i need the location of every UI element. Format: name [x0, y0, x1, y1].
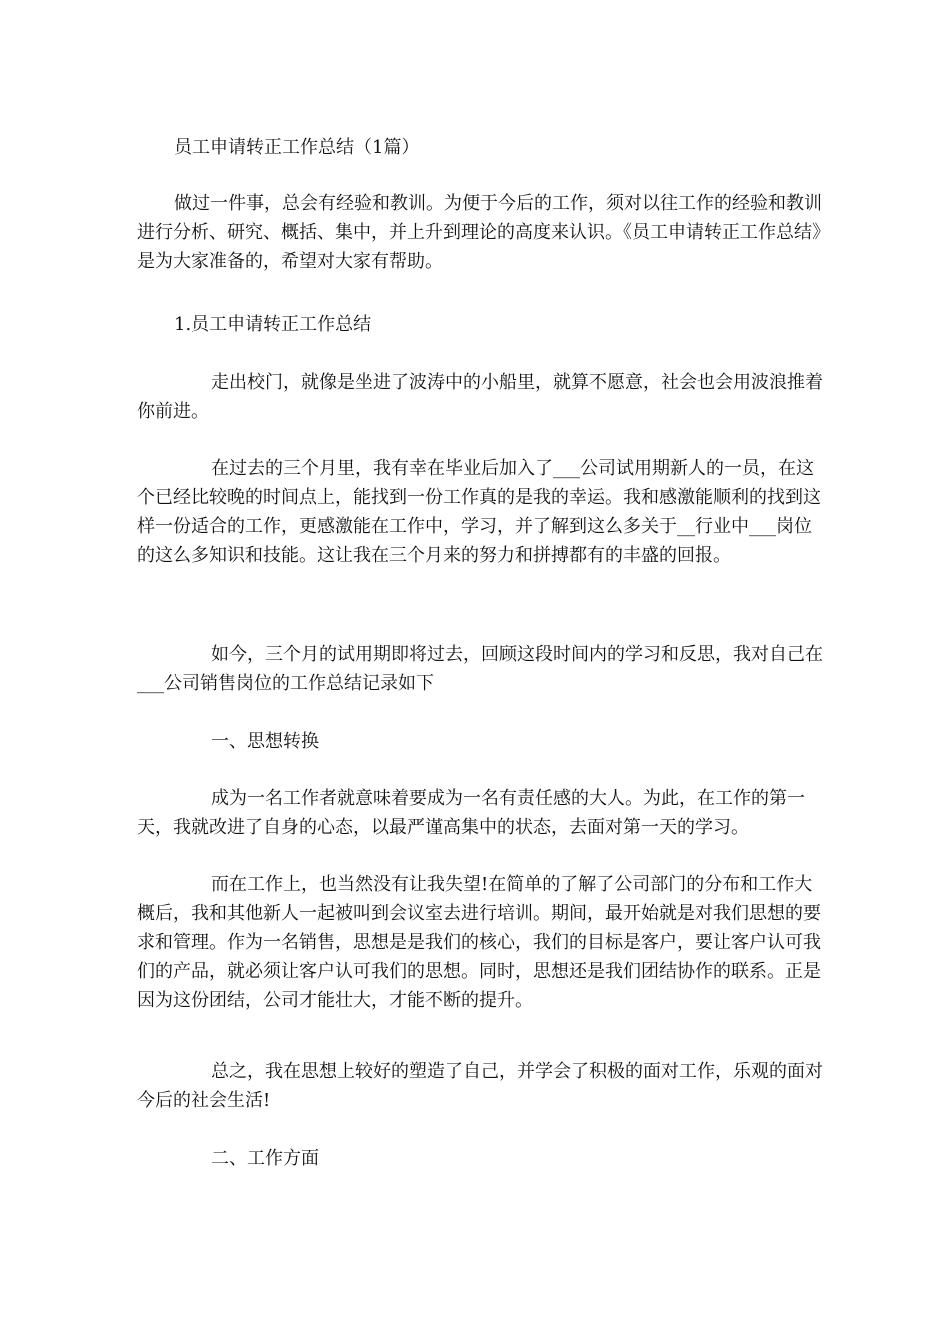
paragraph: 在过去的三个月里，我有幸在毕业后加入了___公司试用期新人的一员，在这个已经比较晚的时间点上，能找到一份工作真的是我的幸运。我和感激能顺利的找到这样一份适合的工作，更感激能在工作中，学习，并了解到这么多关于__行业中___岗位的这么多知识和技能。这让我在三个月来的努力和拼搏都有的丰盛的回报。 — [137, 458, 821, 566]
document-title: 员工申请转正工作总结（1篇） — [174, 137, 420, 158]
intro-paragraph: 做过一件事，总会有经验和教训。为便于今后的工作，须对以往工作的经验和教训进行分析、研究、概括、集中，并上升到理论的高度来认识。《员工申请转正工作总结》是为大家准备的，希望对大家有帮助。 — [137, 193, 822, 272]
paragraph: 如今，三个月的试用期即将过去，回顾这段时间内的学习和反思，我对自己在___公司销售岗位的工作总结记录如下 — [137, 644, 823, 694]
paragraph: 而在工作上，也当然没有让我失望!在简单的了解了公司部门的分布和工作大概后，我和其他新人一起被叫到会议室去进行培训。期间，最开始就是对我们思想的要求和管理。作为一名销售，思想是是我们的核心，我们的目标是客户，要让客户认可我们的产品，就必须让客户认可我们的思想。同时，思想还是我们团结协作的联系。正是因为这份团结，公司才能壮大，才能不断的提升。 — [137, 874, 821, 1011]
section-heading: 1.员工申请转正工作总结 — [174, 314, 372, 335]
subsection-heading: 一、思想转换 — [211, 731, 319, 752]
paragraph: 总之，我在思想上较好的塑造了自己，并学会了积极的面对工作，乐观的面对今后的社会生活! — [137, 1061, 823, 1111]
paragraph: 走出校门，就像是坐进了波涛中的小船里，就算不愿意，社会也会用波浪推着你前进。 — [137, 372, 823, 422]
paragraph: 成为一名工作者就意味着要成为一名有责任感的大人。为此，在工作的第一天，我就改进了自身的心态，以最严谨高集中的状态，去面对第一天的学习。 — [137, 788, 805, 838]
subsection-heading: 二、工作方面 — [211, 1148, 319, 1169]
